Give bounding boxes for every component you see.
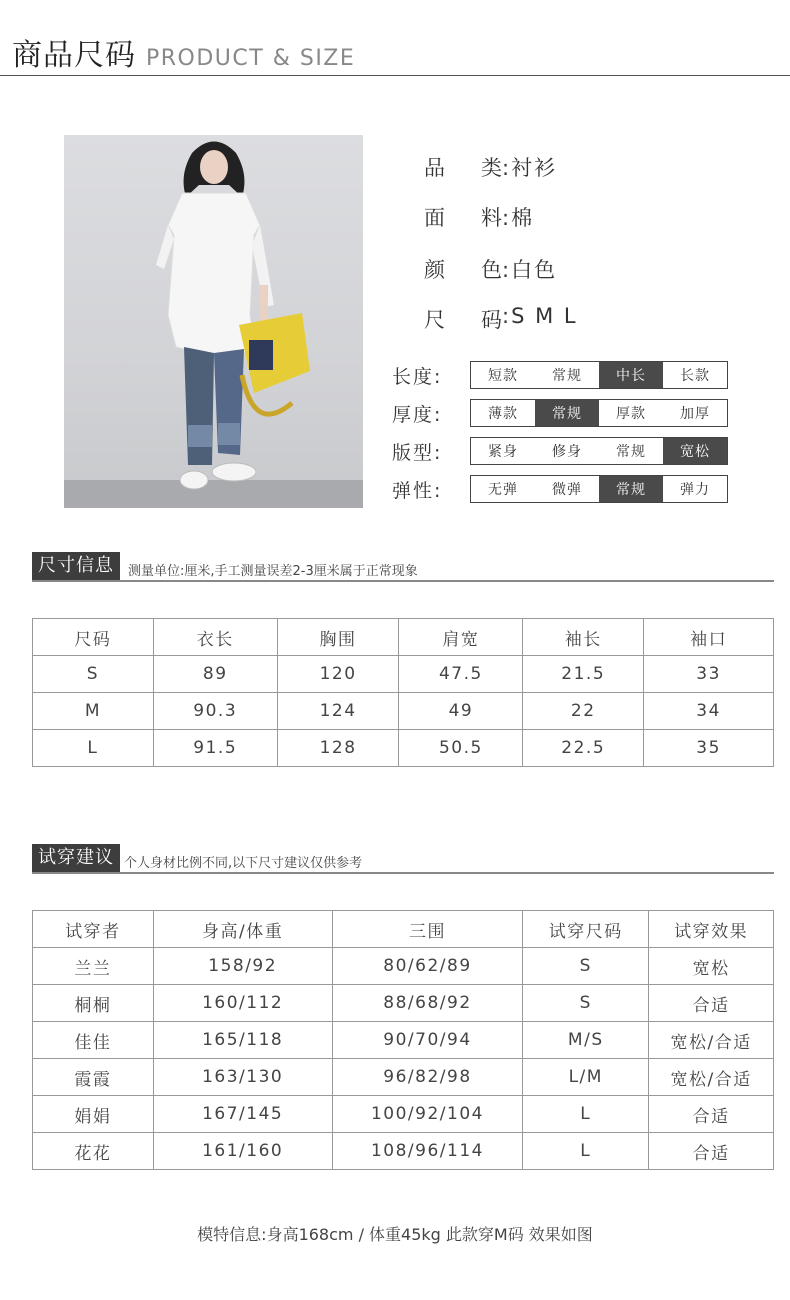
table-row (33, 985, 774, 1022)
table-cell: 霞霞 (33, 1059, 154, 1096)
table-cell: 合适 (649, 985, 774, 1022)
rating-length (392, 361, 728, 389)
section-rule (32, 872, 774, 874)
header-title-en: PRODUCT & SIZE (146, 46, 356, 71)
rating-label: 版型: (392, 441, 443, 464)
table-row (33, 948, 774, 985)
rating-option: 微弹 (552, 482, 582, 498)
table-cell: 80/62/89 (332, 948, 523, 985)
rating-label: 厚度: (392, 403, 443, 426)
table-cell: S (523, 948, 649, 985)
table-cell: 158/92 (153, 948, 332, 985)
rating-option: 常规 (552, 368, 582, 384)
rating-scale (470, 475, 728, 503)
table-cell: 宽松 (649, 948, 774, 985)
rating-elasticity (392, 475, 728, 503)
section-rule (32, 580, 774, 582)
table-header-cell: 衣长 (153, 619, 277, 656)
table-cell: M (33, 693, 154, 730)
table-cell: 兰兰 (33, 948, 154, 985)
table-cell: S (33, 656, 154, 693)
table-cell: 167/145 (153, 1096, 332, 1133)
table-cell: 89 (153, 656, 277, 693)
rating-option: 修身 (552, 444, 582, 460)
header-divider (0, 75, 790, 76)
table-cell: 佳佳 (33, 1022, 154, 1059)
table-header-cell: 肩宽 (399, 619, 523, 656)
rating-option: 薄款 (488, 406, 518, 422)
table-cell: 47.5 (399, 656, 523, 693)
table-cell: 128 (277, 730, 399, 767)
fit-section-bar (32, 844, 774, 874)
table-cell: 49 (399, 693, 523, 730)
spec-color: 颜 色 :白色 (424, 258, 558, 282)
spec-material: 面 料 :棉 (424, 206, 535, 230)
table-cell: 88/68/92 (332, 985, 523, 1022)
table-row (33, 1133, 774, 1170)
table-cell: 124 (277, 693, 399, 730)
table-cell: M/S (523, 1022, 649, 1059)
page-header (12, 30, 355, 72)
table-cell: 96/82/98 (332, 1059, 523, 1096)
size-section-bar (32, 552, 774, 582)
table-cell: 100/92/104 (332, 1096, 523, 1133)
section-tag: 试穿建议 (32, 844, 120, 872)
table-cell: L (33, 730, 154, 767)
table-cell: 合适 (649, 1096, 774, 1133)
table-cell: 90/70/94 (332, 1022, 523, 1059)
section-note: 测量单位:厘米,手工测量误差2-3厘米属于正常现象 (128, 564, 418, 579)
table-header-row (33, 911, 774, 948)
table-cell: L (523, 1133, 649, 1170)
table-cell: 宽松/合适 (649, 1059, 774, 1096)
table-row (33, 730, 774, 767)
rating-option: 弹力 (680, 482, 710, 498)
rating-option-selected: 中长 (599, 362, 663, 388)
table-header-cell: 三围 (332, 911, 523, 948)
rating-option-selected: 常规 (599, 476, 663, 502)
table-header-cell: 试穿者 (33, 911, 154, 948)
table-cell: 花花 (33, 1133, 154, 1170)
size-table (32, 618, 774, 767)
rating-option: 短款 (488, 368, 518, 384)
fit-table (32, 910, 774, 1170)
section-note: 个人身材比例不同,以下尺寸建议仅供参考 (124, 856, 363, 871)
table-cell: 91.5 (153, 730, 277, 767)
table-cell: 50.5 (399, 730, 523, 767)
header-title-cn: 商品尺码 (12, 38, 136, 73)
table-cell: 34 (644, 693, 774, 730)
table-header-row (33, 619, 774, 656)
table-cell: 22 (523, 693, 644, 730)
table-cell: 90.3 (153, 693, 277, 730)
table-cell: 35 (644, 730, 774, 767)
rating-option-selected: 宽松 (663, 438, 727, 464)
table-cell: 165/118 (153, 1022, 332, 1059)
table-row (33, 693, 774, 730)
table-cell: 108/96/114 (332, 1133, 523, 1170)
table-row (33, 1022, 774, 1059)
table-cell: 21.5 (523, 656, 644, 693)
table-header-cell: 试穿效果 (649, 911, 774, 948)
table-row (33, 1096, 774, 1133)
rating-scale (470, 437, 728, 465)
rating-option: 长款 (680, 368, 710, 384)
rating-scale (470, 399, 728, 427)
table-header-cell: 尺码 (33, 619, 154, 656)
table-cell: 娟娟 (33, 1096, 154, 1133)
model-info: 模特信息:身高168cm / 体重45kg 此款穿M码 效果如图 (197, 1225, 593, 1244)
table-cell: S (523, 985, 649, 1022)
table-cell: 163/130 (153, 1059, 332, 1096)
rating-option: 常规 (616, 444, 646, 460)
table-row (33, 1059, 774, 1096)
table-cell: 120 (277, 656, 399, 693)
spec-size: 尺 码 :S M L (424, 304, 578, 332)
table-cell: L/M (523, 1059, 649, 1096)
table-row (33, 656, 774, 693)
table-header-cell: 身高/体重 (153, 911, 332, 948)
table-cell: 22.5 (523, 730, 644, 767)
rating-label: 弹性: (392, 479, 443, 502)
table-cell: L (523, 1096, 649, 1133)
table-header-cell: 试穿尺码 (523, 911, 649, 948)
rating-option: 无弹 (488, 482, 518, 498)
table-cell: 桐桐 (33, 985, 154, 1022)
rating-scale (470, 361, 728, 389)
spec-category: 品 类 :衬衫 (424, 156, 558, 180)
product-photo (64, 135, 363, 508)
table-cell: 161/160 (153, 1133, 332, 1170)
rating-option: 紧身 (488, 444, 518, 460)
table-header-cell: 袖口 (644, 619, 774, 656)
rating-option-selected: 常规 (535, 400, 599, 426)
table-cell: 33 (644, 656, 774, 693)
table-cell: 合适 (649, 1133, 774, 1170)
rating-thickness (392, 399, 728, 427)
table-cell: 160/112 (153, 985, 332, 1022)
section-tag: 尺寸信息 (32, 552, 120, 580)
rating-option: 厚款 (616, 406, 646, 422)
table-header-cell: 袖长 (523, 619, 644, 656)
rating-option: 加厚 (680, 406, 710, 422)
table-cell: 宽松/合适 (649, 1022, 774, 1059)
table-header-cell: 胸围 (277, 619, 399, 656)
rating-label: 长度: (392, 365, 443, 388)
rating-fit (392, 437, 728, 465)
